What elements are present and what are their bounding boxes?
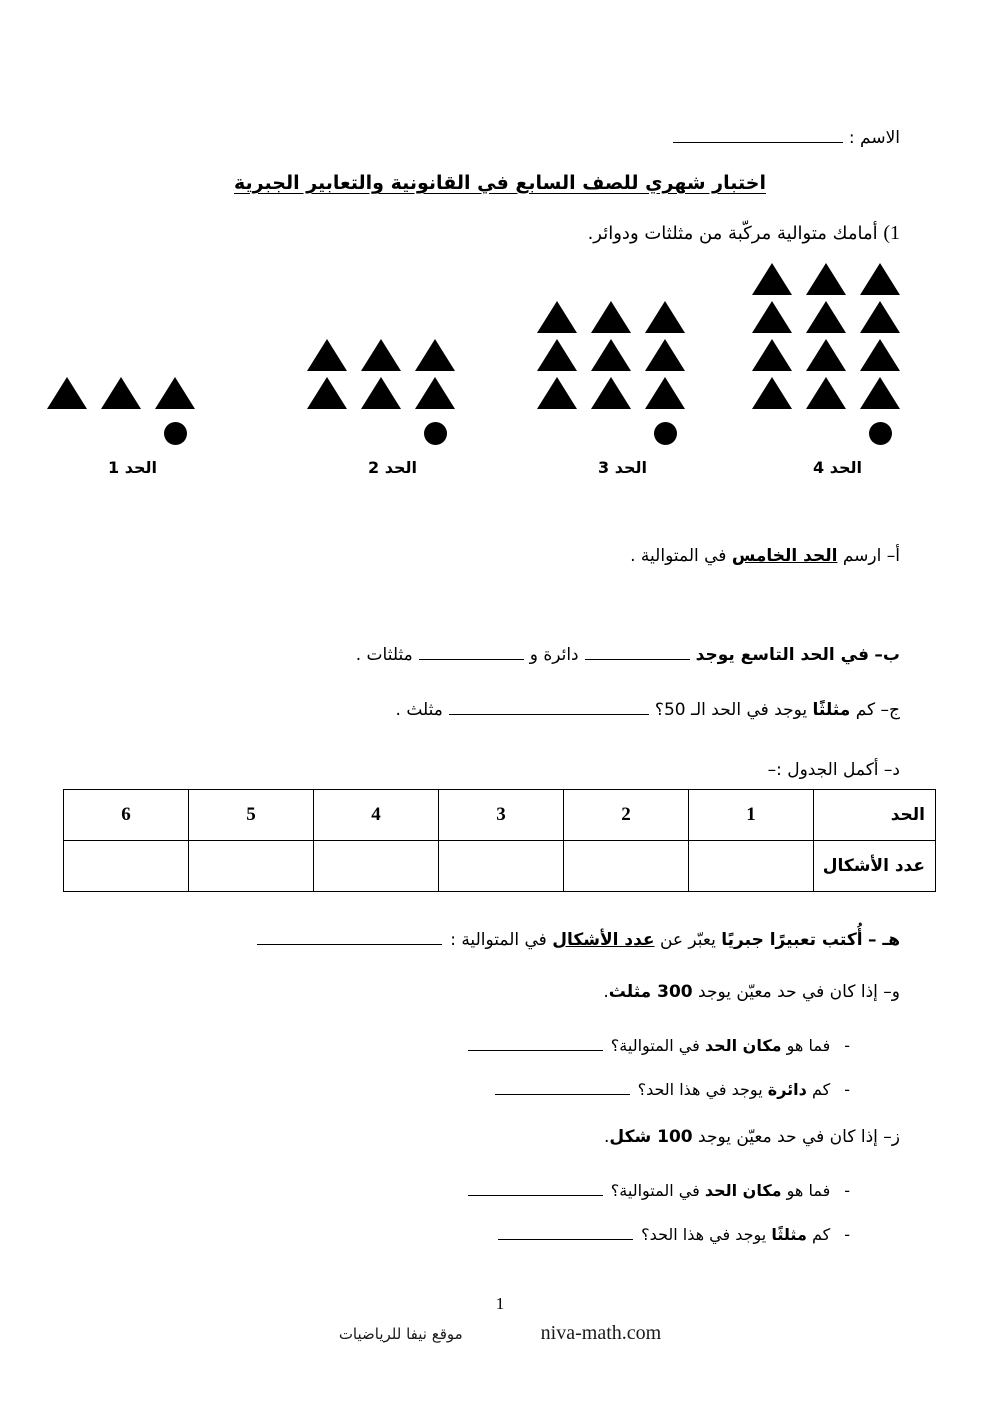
table-rowhead-term: الحد	[814, 790, 936, 841]
term-label-4: الحد 4	[813, 458, 862, 477]
part-c-end-text: مثلث .	[395, 700, 443, 720]
circle-icon	[869, 422, 892, 445]
triangle-icon	[415, 377, 455, 409]
triangle-icon	[307, 377, 347, 409]
table-cell-term-2: 2	[564, 790, 689, 841]
triangle-row	[752, 301, 900, 333]
part-g-bullet-1-blank[interactable]	[468, 1195, 603, 1196]
triangle-icon	[806, 263, 846, 295]
circle-row-term-1	[164, 417, 195, 449]
triangle-grid-term-3	[537, 301, 685, 409]
part-e-bold-2: عدد الأشكال	[552, 930, 655, 950]
part-e-letter: هـ –	[867, 930, 900, 950]
part-g-bold-text: 100 شكل	[609, 1127, 693, 1147]
triangle-icon	[415, 339, 455, 371]
part-f-bullet-1-text-before: فما هو	[786, 1036, 831, 1055]
part-e-bold-1: أُكتب تعبيرًا جبريًا	[721, 930, 863, 950]
part-f-bullet-1-bold: مكان الحد	[704, 1036, 782, 1055]
part-g-bullet-2-bold: مثلثًا	[771, 1225, 807, 1244]
part-a-letter: أ–	[886, 546, 900, 566]
part-b-end-text: مثلثات .	[355, 645, 413, 665]
triangle-icon	[752, 377, 792, 409]
triangle-icon	[155, 377, 195, 409]
part-a	[630, 546, 900, 566]
triangle-row	[752, 263, 900, 295]
part-f-bullet-2	[495, 1080, 850, 1099]
part-g-bullet-2-text-before: كم	[811, 1225, 831, 1244]
footer-site-name-ar: موقع نيفا للرياضيات	[338, 1325, 463, 1343]
term-label-2: الحد 2	[368, 458, 417, 477]
triangle-row	[47, 377, 195, 409]
triangle-icon	[645, 377, 685, 409]
circle-row-term-2	[424, 417, 455, 449]
table-cell-term-1: 1	[689, 790, 814, 841]
part-g-bullet-1-text-before: فما هو	[786, 1181, 831, 1200]
triangle-icon	[645, 339, 685, 371]
part-g-letter: ز–	[883, 1127, 900, 1147]
triangle-row	[752, 377, 900, 409]
part-a-text-before: ارسم	[842, 546, 882, 566]
part-e	[249, 930, 900, 950]
bullet-dash-icon: -	[844, 1181, 850, 1200]
triangle-icon	[806, 339, 846, 371]
table-cell-count-1[interactable]	[689, 841, 814, 892]
terms-table	[63, 789, 936, 892]
triangle-icon	[537, 339, 577, 371]
question-1-paren: )	[883, 222, 890, 244]
sequence-term-2	[330, 339, 455, 477]
table-cell-count-4[interactable]	[314, 841, 439, 892]
table-cell-count-6[interactable]	[64, 841, 189, 892]
part-f	[603, 982, 900, 1002]
circle-row-term-3	[654, 417, 685, 449]
triangle-icon	[307, 339, 347, 371]
name-label: الاسم :	[848, 128, 900, 148]
triangle-row	[537, 377, 685, 409]
triangle-icon	[806, 301, 846, 333]
name-field-row	[673, 128, 900, 148]
part-d-text: أكمل الجدول :–	[767, 760, 879, 780]
triangle-icon	[361, 339, 401, 371]
triangle-icon	[860, 301, 900, 333]
part-f-bullet-1-blank[interactable]	[468, 1050, 603, 1051]
triangle-row	[752, 339, 900, 371]
part-c-text-after: يوجد في الحد الـ 50؟	[654, 700, 808, 720]
part-c-text-before: كم	[855, 700, 876, 720]
part-f-letter: و–	[883, 982, 900, 1002]
triangle-icon	[860, 263, 900, 295]
bullet-dash-icon: -	[844, 1080, 850, 1099]
part-f-bullet-1	[468, 1036, 850, 1055]
term-label-3: الحد 3	[598, 458, 647, 477]
page-number: 1	[495, 1294, 505, 1313]
part-c-letter: ج–	[880, 700, 900, 720]
part-e-blank[interactable]	[257, 944, 442, 945]
triangle-icon	[752, 339, 792, 371]
part-c-blank[interactable]	[449, 714, 649, 715]
bullet-dash-icon: -	[844, 1225, 850, 1244]
triangle-icon	[860, 377, 900, 409]
table-cell-term-4: 4	[314, 790, 439, 841]
part-a-bold-text: الحد الخامس	[731, 546, 838, 566]
part-b	[356, 645, 900, 665]
term-label-1: الحد 1	[108, 458, 157, 477]
table-rowhead-count: عدد الأشكال	[814, 841, 936, 892]
terms-table-wrapper	[63, 789, 936, 892]
sequence-term-3	[560, 301, 685, 477]
part-e-mid-text: يعبّر عن	[659, 930, 716, 950]
circle-icon	[164, 422, 187, 445]
triangle-icon	[591, 301, 631, 333]
triangle-icon	[101, 377, 141, 409]
table-row-terms	[64, 790, 936, 841]
footer	[0, 1322, 1000, 1345]
part-g-text-before: إذا كان في حد معيّن يوجد	[698, 1127, 878, 1147]
part-f-bullet-2-bold: دائرة	[767, 1080, 807, 1099]
part-f-bullet-2-text-after: يوجد في هذا الحد؟	[637, 1080, 763, 1099]
circle-row-term-4	[869, 417, 900, 449]
sequence-term-1	[70, 377, 195, 477]
question-1-number: 1	[890, 222, 900, 244]
part-b-letter: ب–	[874, 645, 900, 665]
part-b-bold-text: في الحد التاسع يوجد	[695, 645, 869, 665]
part-f-bold-text: 300 مثلث	[608, 982, 693, 1002]
part-g-bullet-2-text-after: يوجد في هذا الحد؟	[641, 1225, 767, 1244]
triangle-icon	[537, 377, 577, 409]
bullet-dash-icon: -	[844, 1036, 850, 1055]
page-title: اختبار شهري للصف السابع في القانونية والتعابير الجبرية	[234, 172, 766, 194]
part-g-bullet-1-text-after: في المتوالية؟	[610, 1181, 700, 1200]
triangle-icon	[591, 377, 631, 409]
table-cell-term-6: 6	[64, 790, 189, 841]
triangle-icon	[752, 263, 792, 295]
part-f-text-before: إذا كان في حد معيّن يوجد	[698, 982, 878, 1002]
circle-icon	[654, 422, 677, 445]
table-cell-term-5: 5	[189, 790, 314, 841]
part-f-bullet-1-text-after: في المتوالية؟	[610, 1036, 700, 1055]
part-b-blank-triangles[interactable]	[419, 659, 524, 660]
sequence-term-4	[775, 263, 900, 477]
triangle-row	[537, 301, 685, 333]
triangle-icon	[752, 301, 792, 333]
triangle-row	[537, 339, 685, 371]
table-cell-count-5[interactable]	[189, 841, 314, 892]
triangle-icon	[860, 339, 900, 371]
table-row-counts	[64, 841, 936, 892]
sequence-figures	[0, 262, 1000, 477]
question-1-stem-text: أمامك متوالية مركّبة من مثلثات ودوائر.	[587, 223, 878, 244]
triangle-icon	[591, 339, 631, 371]
part-b-mid-text: دائرة و	[529, 645, 579, 665]
part-d	[768, 760, 900, 780]
table-cell-count-3[interactable]	[439, 841, 564, 892]
part-g-text-after: .	[604, 1127, 610, 1147]
part-g-bullet-1	[468, 1181, 850, 1200]
triangle-grid-term-4	[752, 263, 900, 409]
part-e-text-after: في المتوالية :	[450, 930, 547, 950]
question-1-stem	[588, 222, 900, 245]
triangle-grid-term-1	[47, 377, 195, 409]
part-g-bullet-1-bold: مكان الحد	[704, 1181, 782, 1200]
name-blank-line[interactable]	[673, 142, 843, 143]
part-g	[604, 1127, 900, 1147]
triangle-grid-term-2	[307, 339, 455, 409]
part-g-bullet-2	[498, 1225, 850, 1244]
triangle-row	[307, 377, 455, 409]
footer-site-url: niva-math.com	[540, 1322, 662, 1344]
part-g-bullet-2-blank[interactable]	[498, 1239, 633, 1240]
part-a-text-after: في المتوالية .	[630, 546, 727, 566]
triangle-row	[307, 339, 455, 371]
part-f-bullet-2-text-before: كم	[811, 1080, 831, 1099]
triangle-icon	[47, 377, 87, 409]
triangle-icon	[806, 377, 846, 409]
triangle-icon	[361, 377, 401, 409]
part-f-bullet-2-blank[interactable]	[495, 1094, 630, 1095]
part-c	[396, 700, 900, 720]
table-cell-term-3: 3	[439, 790, 564, 841]
table-cell-count-2[interactable]	[564, 841, 689, 892]
part-f-text-after: .	[603, 982, 609, 1002]
triangle-icon	[645, 301, 685, 333]
part-b-blank-circles[interactable]	[585, 659, 690, 660]
part-c-bold-text: مثلثًا	[812, 700, 851, 720]
circle-icon	[424, 422, 447, 445]
part-d-letter: د–	[883, 760, 900, 780]
triangle-icon	[537, 301, 577, 333]
